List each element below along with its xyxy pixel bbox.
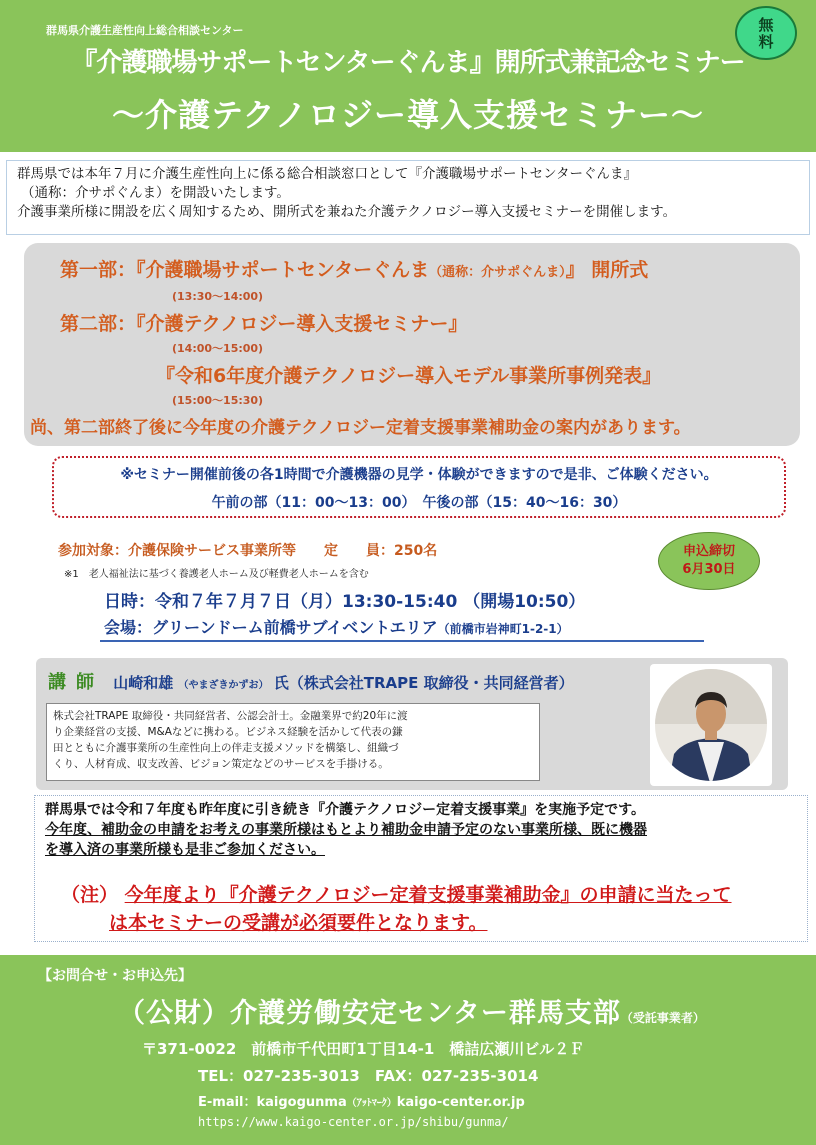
intro-line-1: 群馬県では本年７月に介護生産性向上に係る総合相談窓口として『介護職場サポートセンターぐんま』 — [17, 166, 638, 182]
organizer-label: 群馬県介護生産性向上総合相談センター — [46, 24, 244, 37]
program-part1-nickname: （通称：介サポぐんま） — [429, 265, 566, 280]
warning-line-1 — [61, 880, 732, 907]
target-capacity: 参加対象：介護保険サービス事業所等 定 員：250名 — [58, 543, 438, 559]
header-band — [0, 0, 816, 152]
tour-note-line-1: ※セミナー開催前後の各1時間で介護機器の見学・体験ができますので是非、ご体験ください。 — [120, 467, 718, 483]
program-part1-main: 第一部：『介護職場サポートセンターぐんま — [60, 259, 430, 281]
contact-footer — [0, 955, 816, 1145]
program-closing: 尚、第二部終了後に今年度の介護テクノロジー定着支援事業補助金の案内があります。 — [30, 418, 691, 438]
free-badge-line1: 無 — [758, 16, 774, 34]
lecturer-name: 山崎和雄 — [113, 674, 174, 692]
deadline-label: 申込締切 — [682, 544, 735, 559]
lecturer-kana: （やまざきかずお） — [178, 680, 269, 691]
notice-line-2: 今年度、補助金の申請をお考えの事業所様はもとより補助金申請予定のない事業所様、既に機器 — [45, 822, 647, 838]
lecturer-title: 氏（株式会社TRAPE 取締役・共同経営者） — [273, 674, 574, 692]
lecturer-bio-line: 株式会社TRAPE 取締役・共同経営者、公認会計士。金融業界で約20年に渡 — [53, 710, 408, 722]
notice-box — [34, 795, 808, 942]
contact-organization — [118, 991, 705, 1030]
program-box — [24, 243, 800, 446]
intro-line-3: 介護事業所様に開設を広く周知するため、開所式を兼ねた介護テクノロジー導入支援セミナーを開催します。 — [17, 204, 677, 220]
free-badge — [735, 6, 797, 60]
contact-heading: 【お問合せ・お申込先】 — [38, 968, 192, 984]
warning-prefix: （注） — [61, 884, 119, 906]
program-part2: 第二部：『介護テクノロジー導入支援セミナー』 — [60, 313, 468, 335]
warning-line-2: は本セミナーの受講が必須要件となります。 — [109, 912, 488, 934]
lecturer-bio-line: くり、人材育成、収支改善、ビジョン策定などのサービスを手掛ける。 — [53, 758, 389, 770]
lecturer-bio-line: り企業経営の支援、M&Aなどに携わる。ビジネス経験を活かして代表の鎌 — [53, 726, 403, 738]
event-venue-address: （前橋市岩神町1-2-1） — [437, 622, 569, 636]
contact-email-user: E-mail：kaigogunma — [198, 1095, 347, 1110]
target-footnote: ※1 老人福祉法に基づく養護老人ホーム及び軽費老人ホームを含む — [64, 569, 369, 580]
event-venue — [104, 615, 569, 638]
free-badge-line2: 料 — [758, 33, 774, 51]
contact-email-at: （ｱｯﾄﾏｰｸ） — [346, 1098, 397, 1109]
lecturer-portrait-icon — [650, 664, 772, 786]
intro-line-2: （通称：介サポぐんま）を開設いたします。 — [21, 185, 290, 201]
page-title: 『介護職場サポートセンターぐんま』開所式兼記念セミナー — [71, 48, 745, 78]
program-part1-time: (13:30～14:00) — [172, 290, 264, 303]
contact-org-name: （公財）介護労働安定センター群馬支部 — [118, 998, 621, 1029]
lecturer-role: 講師 — [48, 672, 104, 693]
event-date: 日時：令和７年７月７日（月）13:30-15:40 （開場10:50） — [104, 592, 586, 612]
contact-phone-fax: TEL：027-235-3013 FAX：027-235-3014 — [198, 1067, 539, 1085]
program-part2-time: (14:00～15:00) — [172, 342, 264, 355]
page-subtitle: ～介護テクノロジー導入支援セミナー～ — [111, 96, 705, 134]
program-part3: 『令和6年度介護テクノロジー導入モデル事業所事例発表』 — [156, 365, 662, 387]
warning-text-1: 今年度より『介護テクノロジー定着支援事業補助金』の申請に当たって — [124, 884, 732, 906]
event-venue-name: 会場：グリーンドーム前橋サブイベントエリア — [104, 618, 438, 637]
divider — [100, 640, 704, 642]
lecturer-bio-line: 田とともに介護事業所の生産性向上の伴走支援メソッドを構築し、組織づ — [53, 742, 399, 754]
lecturer-bio — [46, 703, 540, 781]
lecturer-photo — [650, 664, 772, 786]
lecturer-heading — [48, 668, 574, 694]
notice-line-3: を導入済の事業所様も是非ご参加ください。 — [45, 842, 325, 858]
tour-note-times: 午前の部（11：00～13：00） 午後の部（15：40～16：30） — [211, 495, 627, 511]
contact-org-suffix: （受託事業者） — [620, 1011, 705, 1025]
notice-paragraph — [45, 800, 647, 860]
program-part3-time: (15:00～15:30) — [172, 394, 264, 407]
intro-box — [6, 160, 810, 235]
contact-address: 〒371-0022 前橋市千代田町1丁目14-1 橋詰広瀬川ビル２Ｆ — [142, 1040, 585, 1058]
tour-note-box — [52, 456, 786, 518]
contact-email-domain: kaigo-center.or.jp — [396, 1095, 525, 1110]
program-part1-end: 』 開所式 — [565, 259, 649, 281]
contact-url-link[interactable]: https://www.kaigo-center.or.jp/shibu/gunma/ — [198, 1115, 509, 1129]
contact-email[interactable] — [198, 1091, 525, 1110]
deadline-badge — [658, 532, 760, 590]
program-part1 — [60, 255, 648, 282]
notice-line-1: 群馬県では令和７年度も昨年度に引き続き『介護テクノロジー定着支援事業』を実施予定です。 — [45, 802, 646, 818]
deadline-date: 6月30日 — [682, 562, 736, 577]
lecturer-box — [36, 658, 788, 790]
